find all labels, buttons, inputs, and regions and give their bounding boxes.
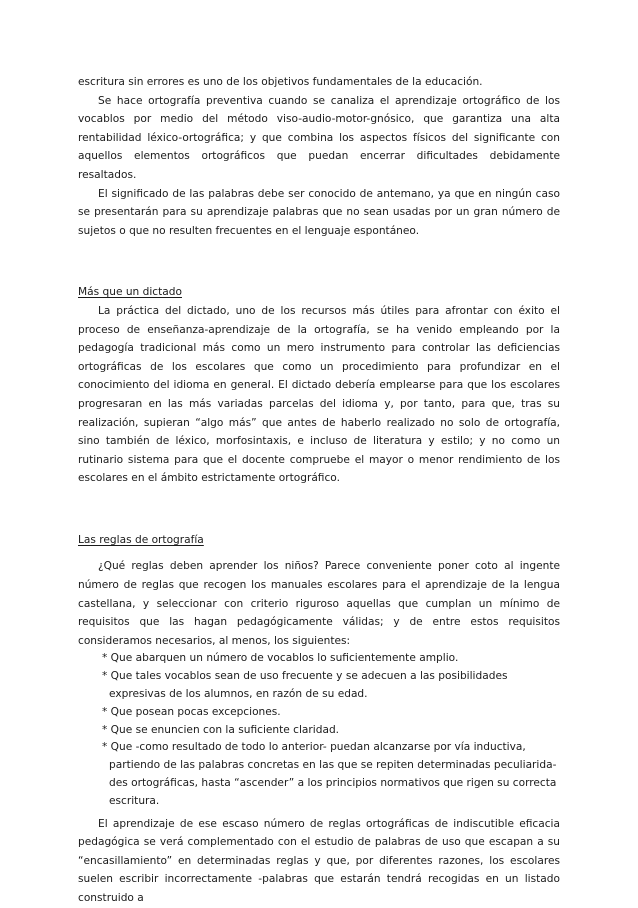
section-dictation (78, 283, 560, 488)
list-item: * Que tales vocablos sean de uso frecuente y se adecuen a las posibilidades expresivas de los alumnos, en razón de su edad. (102, 670, 508, 701)
intro-paragraph-2: Se hace ortografía preventiva cuando se canaliza el aprendizaje ortográfico de los vocablos por medio del método viso-audio-motor-gnósico, que garantiza una alta rentabilidad léxico-ortográfica; y que combina los aspectos físicos del significante con aquellos elementos ortográficos que puedan encerrar dificultades debidamente resaltados. (78, 94, 560, 181)
document-page (78, 73, 560, 908)
section-heading-rules: Las reglas de ortografía (78, 533, 204, 546)
list-item: * Que posean pocas excepciones. (102, 705, 281, 718)
rules-paragraph-2: El aprendizaje de ese escaso número de reglas ortográficas de indiscutible eficacia pedagógica se verá complementado con el estudio de palabras de uso que escapan a su “encasillamiento” en determinadas reglas y que, por diferentes razones, los escolares suelen escribir incorrectamente -palabras que estarán tendrá recogidas en un listado construido a (78, 817, 560, 904)
requirements-list (78, 650, 560, 810)
intro-paragraph-1: escritura sin errores es uno de los objetivos fundamentales de la educación. (78, 76, 483, 88)
rules-paragraph-1: ¿Qué reglas deben aprender los niños? Parece conveniente poner coto al ingente número de reglas que recogen los manuales escolares para el aprendizaje de la lengua castellana, y seleccionar con criterio riguroso aquellas que cumplan un mínimo de requisitos que las hagan pedagógicamente válidas; y de entre estos requisitos consideramos necesarios, al menos, los siguientes: (78, 560, 560, 647)
section-heading-dictation: Más que un dictado (78, 286, 182, 299)
list-item: * Que -como resultado de todo lo anterior- puedan alcanzarse por vía inductiva, partiendo de las palabras concretas en las que se repiten determinadas peculiarida- des ortográficas, hasta “ascender” a los principios normativos que rigen su correcta escritura. (102, 741, 557, 807)
list-item: * Que abarquen un número de vocablos lo suficientemente amplio. (102, 652, 459, 665)
dictation-paragraph: La práctica del dictado, uno de los recursos más útiles para afrontar con éxito el proceso de enseñanza-aprendizaje de la ortografía, se ha venido empleando por la pedagogía tradicional más como un mero instrumento para controlar las deficiencias ortográficas de los escolares que como un procedimiento para profundizar en el conocimiento del idioma en general. El dictado debería emplearse para que los escolares progresaran en las más variadas parcelas del idioma y, por tanto, para que, tras su realización, supieran “algo más” que antes de haberlo realizado no solo de ortografía, sino también de léxico, morfosintaxis, e incluso de literatura y estilo; y no como un rutinario sistema para que el docente compruebe el mayor o menor rendimiento de los escolares en el ámbito estrictamente ortográfico. (78, 304, 560, 485)
intro-paragraph-3: El significado de las palabras debe ser conocido de antemano, ya que en ningún caso se presentarán para su aprendizaje palabras que no sean usadas por un gran número de sujetos o que no resulten frecuentes en el lenguaje espontáneo. (78, 187, 560, 237)
section-spelling-rules (78, 531, 560, 908)
list-item: * Que se enuncien con la suficiente claridad. (102, 723, 340, 736)
